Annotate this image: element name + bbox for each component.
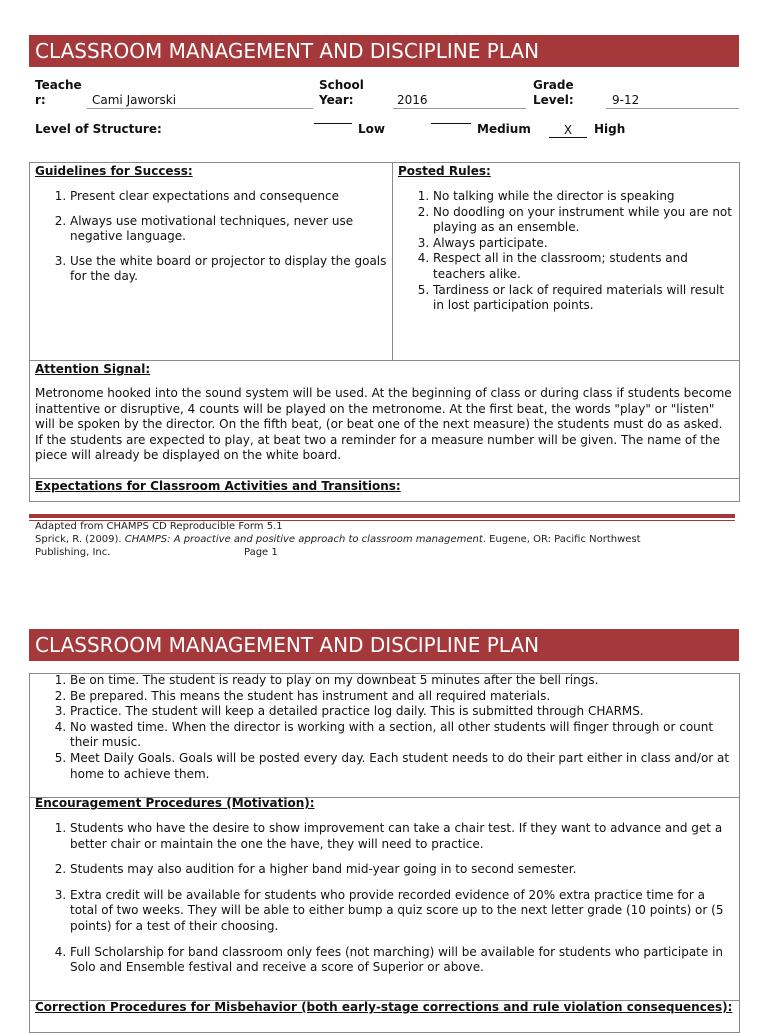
encouragement-item: 1. Students who have the desire to show improvement can take a chair test. If they want to advance and get a better chair or maintain the one the have, they will need to practice. [70,821,734,852]
rule-item: 2. No doodling on your instrument while you are not playing as an ensemble. [433,205,734,236]
attention-signal-section [35,362,734,464]
expectation-item: 4. No wasted time. When the director is working with a section, all other students will finger through or count their music. [70,720,734,751]
encouragement-item: 4. Full Scholarship for band classroom only fees (not marching) will be available for students who participate in Solo and Ensemble festival and receive a score of Superior or above. [70,945,734,976]
correction-heading: Correction Procedures for Misbehavior (both early-stage corrections and rule violation consequences): [35,1000,733,1014]
rule-item: 5. Tardiness or lack of required materials will result in lost participation points. [433,283,734,314]
grade-level-value: 9-12 [606,93,739,109]
expectation-item: 1. Be on time. The student is ready to play on my downbeat 5 minutes after the bell rings. [70,673,734,689]
expectations-section [35,479,734,494]
school-year-label: School Year: [319,78,364,107]
structure-low-label: Low [358,122,385,136]
school-year-value: 2016 [393,93,526,109]
rule-item: 3. Always participate. [433,236,734,252]
rule-item: 4. Respect all in the classroom; students and teachers alike. [433,251,734,282]
page1-title-banner: CLASSROOM MANAGEMENT AND DISCIPLINE PLAN [29,35,739,67]
guidelines-section [35,164,387,285]
column-divider [392,163,393,360]
attention-signal-text: Metronome hooked into the sound system will be used. At the beginning of class or during class if students become inattentive or disruptive, 4 counts will be played on the metronome. At the first beat, the words "play" or "listen" will be spoken by the director. On the fifth beat, (or beat one of the next measure) the students must do as asked. If the students are expected to play, at beat two a reminder for a measure number will be given. The name of the piece will already be displayed on the white board. [35,386,732,463]
attention-signal-heading: Attention Signal: [35,362,151,376]
encouragement-heading: Encouragement Procedures (Motivation): [35,796,315,810]
encouragement-item: 2. Students may also audition for a higher band mid-year going in to second semester. [70,862,734,878]
expectations-heading: Expectations for Classroom Activities and Transitions: [35,479,401,493]
guideline-item: 3. Use the white board or projector to display the goals for the day. [70,254,387,285]
expectation-item: 3. Practice. The student will keep a detailed practice log daily. This is submitted through CHARMS. [70,704,734,720]
footer-rule [29,514,735,518]
grade-level-label: Grade Level: [533,78,574,107]
structure-medium-mark [431,123,471,124]
rule-item: 1. No talking while the director is speaking [433,189,734,205]
row-divider-attention [30,360,739,361]
teacher-label: Teache r: [35,78,82,107]
encouragement-section [35,796,734,976]
guideline-item: 2. Always use motivational techniques, never use negative language. [70,214,387,245]
expectations-list-section [35,673,734,782]
page1-plan-table [29,162,740,502]
footer-publisher: Publishing, Inc. [35,547,111,558]
expectation-item: 2. Be prepared. This means the student has instrument and all required materials. [70,689,734,705]
page2-plan-table [29,673,740,1033]
guidelines-heading: Guidelines for Success: [35,164,193,178]
structure-label: Level of Structure: [35,122,162,136]
teacher-name-value: Cami Jaworski [87,93,313,109]
correction-section [35,1000,734,1015]
page-number: Page 1 [244,547,278,558]
structure-medium-label: Medium [477,122,531,136]
footer-citation: Adapted from CHAMPS CD Reproducible Form 5.1 Sprick, R. (2009). CHAMPS: A proactive and positive approach to classroom management. Eugene, OR: Pacific Northwest [35,521,641,545]
guideline-item: 1. Present clear expectations and consequence [70,189,387,205]
structure-high-label: High [594,122,626,136]
structure-high-mark: X [549,123,587,138]
page2-title-banner: CLASSROOM MANAGEMENT AND DISCIPLINE PLAN [29,629,739,661]
posted-rules-heading: Posted Rules: [398,164,491,178]
structure-low-mark [314,123,352,124]
expectation-item: 5. Meet Daily Goals. Goals will be posted every day. Each student needs to do their part either in class and/or at home to achieve them. [70,751,734,782]
encouragement-item: 3. Extra credit will be available for students who provide recorded evidence of 20% extra practice time for a total of two weeks. They will be able to either bump a quiz score up to the next letter grade (10 points) or (5 points) for a test of their choosing. [70,888,734,935]
posted-rules-section [398,164,734,314]
